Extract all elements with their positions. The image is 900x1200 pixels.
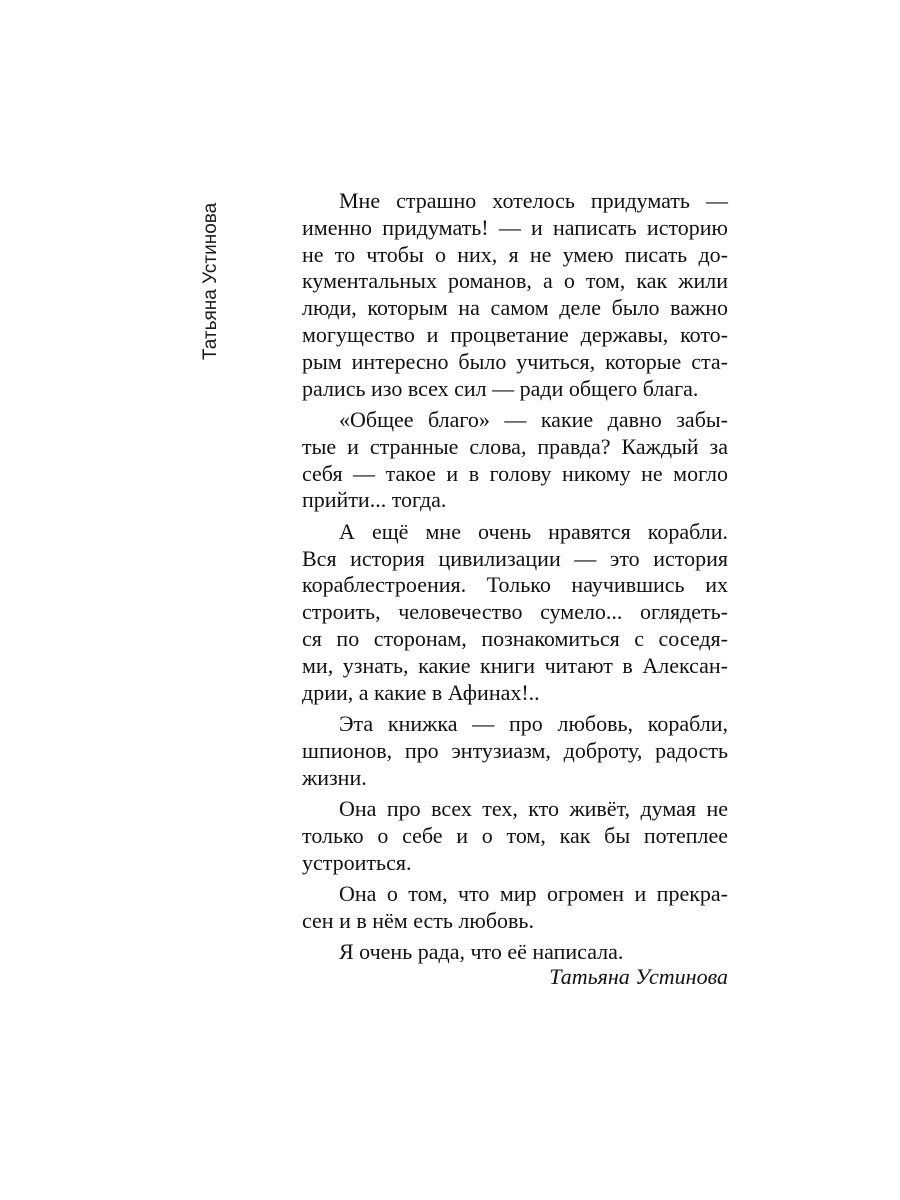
text-line: Вся история цивилизации — это история: [302, 545, 728, 571]
text-line: Мне страшно хотелось придумать —: [339, 188, 728, 213]
paragraph: [302, 796, 728, 876]
paragraph: [302, 188, 728, 402]
author-signature: Татьяна Устинова: [549, 964, 728, 989]
text-line: дрии, а какие в Афинах!..: [302, 679, 540, 705]
text-line: люди, которым на самом деле было важно: [302, 295, 728, 321]
text-body: [302, 188, 728, 970]
paragraph: [302, 881, 728, 935]
text-line: Эта книжка — про любовь, корабли,: [339, 710, 728, 736]
text-line: рались изо всех сил — ради общего блага.: [302, 375, 699, 401]
text-line: ся по сторонам, познакомиться с соседя-: [302, 625, 728, 651]
text-line: не то чтобы о них, я не умею писать до-: [302, 241, 728, 267]
text-line: именно придумать! — и написать историю: [302, 214, 728, 240]
text-line: А ещё мне очень нравятся корабли.: [339, 518, 728, 544]
paragraph: [302, 711, 728, 791]
running-head-text: Татьяна Устинова: [200, 202, 221, 360]
text-line: себя — такое и в голову никому не могло: [302, 460, 728, 486]
text-line: Она про всех тех, кто живёт, думая не: [339, 795, 728, 821]
text-line: сен и в нём есть любовь.: [302, 907, 534, 933]
text-line: жизни.: [302, 764, 367, 790]
text-line: ми, узнать, какие книги читают в Алексан-: [302, 652, 728, 678]
text-line: рым интересно было учиться, которые ста-: [302, 348, 728, 374]
running-head: [190, 190, 230, 360]
text-line: «Общее благо» — какие давно забы-: [339, 406, 728, 432]
paragraph: [302, 519, 728, 707]
text-line: Она о том, что мир огромен и прекра-: [339, 880, 728, 906]
text-line: кументальных романов, а о том, как жили: [302, 268, 728, 294]
text-line: Я очень рада, что её написала.: [339, 939, 624, 965]
text-line: прийти... тогда.: [302, 487, 447, 513]
paragraph: [302, 407, 728, 514]
text-line: шпионов, про энтузиазм, доброту, радость: [302, 737, 728, 763]
paragraph: [302, 939, 728, 966]
text-line: тые и странные слова, правда? Каждый за: [302, 433, 728, 459]
text-line: устроиться.: [302, 849, 412, 875]
text-line: строить, человечество сумело... оглядеть-: [302, 599, 728, 625]
text-line: кораблестроения. Только научившись их: [302, 572, 728, 598]
text-line: только о себе и о том, как бы потеплее: [302, 822, 728, 848]
text-line: могущество и процветание державы, кото-: [302, 321, 728, 347]
